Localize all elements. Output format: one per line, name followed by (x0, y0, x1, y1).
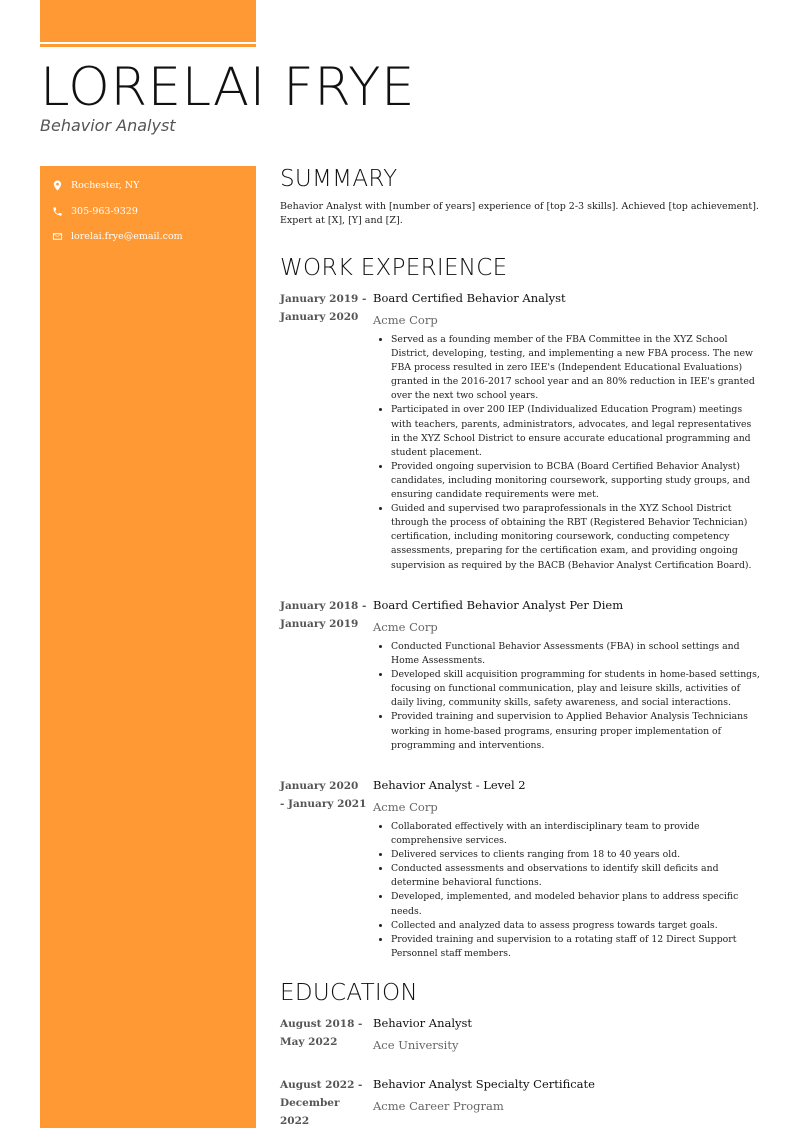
header-accent-line (40, 44, 256, 47)
candidate-name: LORELAI FRYE (40, 57, 415, 118)
candidate-title: Behavior Analyst (40, 116, 176, 135)
job-bullet: • Conducted Functional Behavior Assessments (FBA) in school settings and Home Assessments. (391, 640, 763, 668)
work-heading: WORK EXPERIENCE (280, 255, 508, 281)
job-bullet: • Provided ongoing supervision to BCBA (Board Certified Behavior Analyst) candidates, including monitoring coursework, supporting study groups, and ensuring candidate requirements were met. (391, 460, 763, 502)
job-company: Acme Corp (373, 313, 438, 327)
job-bullet: • Delivered services to clients ranging from 18 to 40 years old. (391, 848, 763, 862)
job-date-end: January 2020 (280, 311, 359, 323)
job-dates (280, 597, 370, 633)
education-heading: EDUCATION (280, 980, 418, 1006)
contact-phone (52, 206, 138, 217)
summary-text: Behavior Analyst with [number of years] experience of [top 2-3 skills]. Achieved [top achievement]. Expert at [X], [Y] and [Z]. (280, 201, 759, 226)
contact-phone-text: 305-963-9329 (71, 206, 138, 217)
education-date-end: December 2022 (280, 1097, 340, 1127)
job-bullet: • Collected and analyzed data to assess progress towards target goals. (391, 919, 763, 933)
job-date-end: - January 2021 (280, 798, 367, 810)
contact-location-text: Rochester, NY (71, 180, 140, 191)
job-dates (280, 290, 370, 326)
envelope-icon (52, 231, 63, 242)
header-accent-bar (40, 0, 256, 42)
education-date-end: May 2022 (280, 1036, 338, 1048)
job-company: Acme Corp (373, 800, 438, 814)
education-degree: Behavior Analyst (373, 1016, 473, 1030)
education-dates (280, 1076, 370, 1130)
job-date-end: January 2019 (280, 618, 359, 630)
job-date-start: January 2018 - (280, 600, 367, 612)
phone-icon (52, 206, 63, 217)
job-date-start: January 2019 - (280, 293, 367, 305)
job-bullet: • Developed skill acquisition programming for students in home-based settings, focusing on functional communication, play and leisure skills, activities of daily living, community skills, safety awareness, and social interactions. (391, 668, 763, 710)
contact-location (52, 180, 139, 191)
job-bullet: • Developed, implemented, and modeled behavior plans to address specific needs. (391, 890, 763, 918)
location-pin-icon (52, 180, 63, 191)
job-bullet: • Guided and supervised two paraprofessionals in the XYZ School District through the process of obtaining the RBT (Registered Behavior Technician) certification, including monitoring coursework, conducting competency assessments, preparing for the certification exam, and providing ongoing supervision as required by the BACB (Behavior Analyst Certification Board). (391, 502, 763, 572)
job-bullet: • Provided training and supervision to a rotating staff of 12 Direct Support Personnel staff members. (391, 933, 763, 961)
job-bullet: • Participated in over 200 IEP (Individualized Education Program) meetings with teachers, parents, administrators, advocates, and legal representatives in the XYZ School District to ensure accurate educational programming and student placement. (391, 403, 763, 459)
sidebar (40, 166, 256, 1128)
education-degree: Behavior Analyst Specialty Certificate (373, 1077, 595, 1091)
education-school: Acme Career Program (373, 1099, 504, 1113)
job-date-start: January 2020 (280, 780, 359, 792)
summary-heading: SUMMARY (280, 166, 398, 192)
education-date-start: August 2022 - (280, 1079, 363, 1091)
contact-email[interactable] (52, 231, 183, 242)
job-bullets (373, 640, 763, 753)
job-bullet: • Served as a founding member of the FBA Committee in the XYZ School District, developing, testing, and implementing a new FBA process. The new FBA process resulted in zero IEE's (Independent Educational Evaluations) granted in the 2016-2017 school year and an 80% reduction in IEE's granted over the next two school years. (391, 333, 763, 403)
job-bullet: • Provided training and supervision to Applied Behavior Analysis Technicians working in home-based programs, ensuring proper implementation of programming and interventions. (391, 710, 763, 752)
job-bullets (373, 820, 763, 961)
job-bullet: • Collaborated effectively with an interdisciplinary team to provide comprehensive services. (391, 820, 763, 848)
job-role: Behavior Analyst - Level 2 (373, 778, 526, 792)
education-school: Ace University (373, 1038, 459, 1052)
job-dates (280, 777, 370, 813)
job-bullet: • Conducted assessments and observations to identify skill deficits and determine behavioral functions. (391, 862, 763, 890)
contact-email-text[interactable]: lorelai.frye@email.com (71, 231, 183, 242)
job-company: Acme Corp (373, 620, 438, 634)
job-role: Board Certified Behavior Analyst (373, 291, 566, 305)
education-dates (280, 1015, 370, 1051)
education-date-start: August 2018 - (280, 1018, 363, 1030)
job-bullets (373, 333, 763, 573)
job-role: Board Certified Behavior Analyst Per Diem (373, 598, 624, 612)
